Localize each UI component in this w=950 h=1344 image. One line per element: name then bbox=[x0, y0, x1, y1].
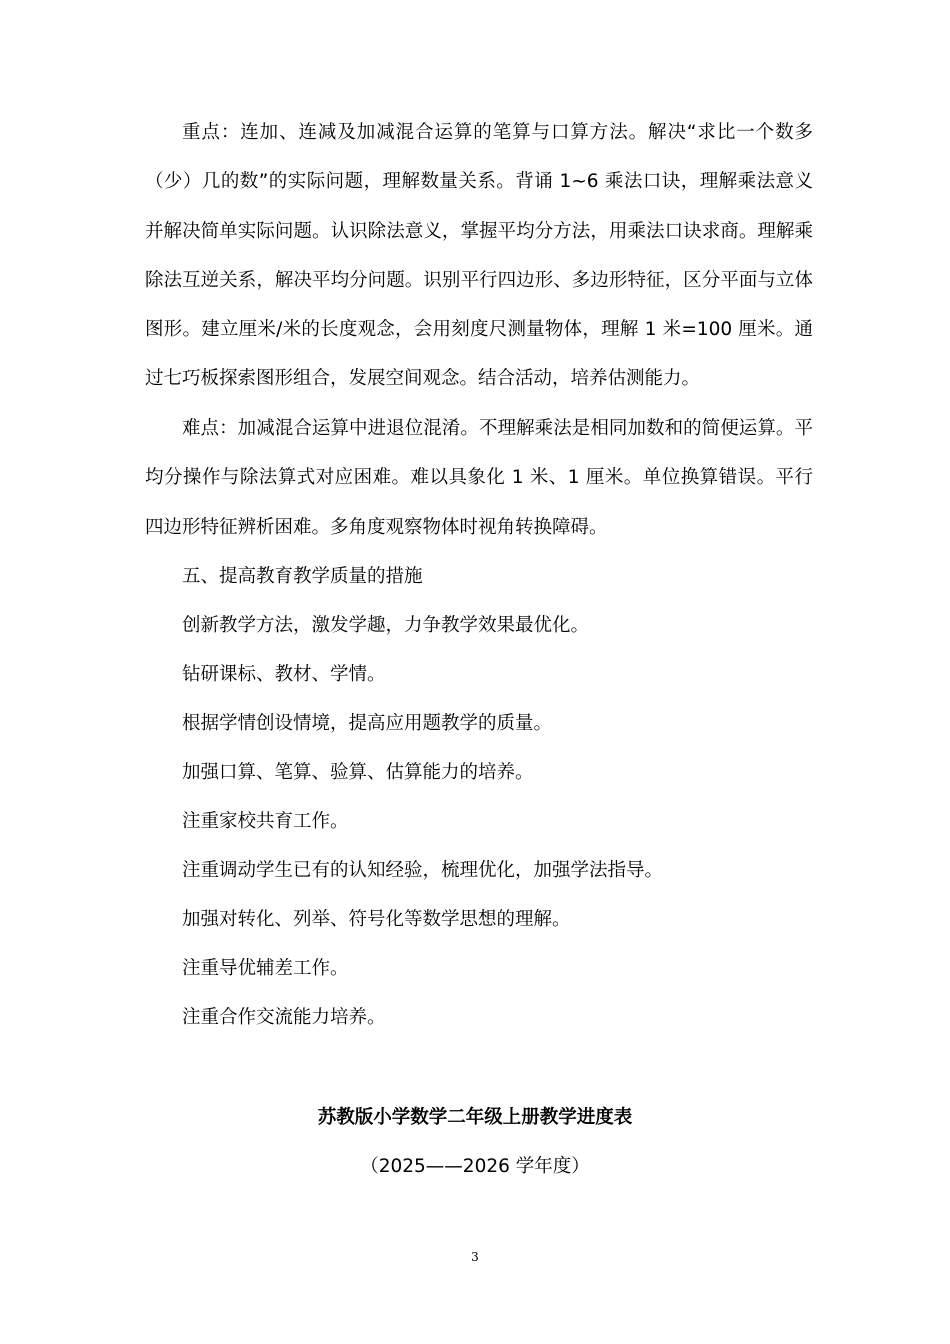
difficulties-paragraph: 难点：加减混合运算中进退位混淆。不理解乘法是相同加数和的简便运算。平均分操作与除法算式对应困难。难以具象化 1 米、1 厘米。单位换算错误。平行四边形特征辨析困难。多角度观察物体时视角转换障碍。 bbox=[145, 418, 813, 538]
measure-item: 加强口算、笔算、验算、估算能力的培养。 bbox=[182, 762, 534, 783]
section-heading: 五、提高教育教学质量的措施 bbox=[182, 566, 423, 587]
measure-item: 根据学情创设情境，提高应用题教学的质量。 bbox=[182, 713, 553, 734]
measure-item: 创新教学方法，激发学趣，力争教学效果最优化。 bbox=[182, 615, 590, 636]
measure-item: 注重调动学生已有的认知经验，梳理优化，加强学法指导。 bbox=[182, 860, 664, 881]
schedule-subtitle: （2025——2026 学年度） bbox=[360, 1156, 590, 1177]
schedule-title: 苏教版小学数学二年级上册教学进度表 bbox=[317, 1107, 633, 1128]
key-points-paragraph: 重点：连加、连减及加减混合运算的笔算与口算方法。解决“求比一个数多（少）几的数”的实际问题，理解数量关系。背诵 1~6 乘法口诀，理解乘法意义并解决简单实际问题。认识除法意义，掌握平均分方法，用乘法口诀求商。理解乘除法互逆关系，解决平均分问题。识别平行四边形、多边形特征，区分平面与立体图形。建立厘米/米的长度观念，会用刻度尺测量物体，理解 1 米=100 厘米。通过七巧板探索图形组合，发展空间观念。结合活动，培养估测能力。 bbox=[145, 122, 813, 390]
page-number: 3 bbox=[471, 1250, 479, 1264]
measure-item: 加强对转化、列举、符号化等数学思想的理解。 bbox=[182, 909, 571, 930]
measure-item: 注重导优辅差工作。 bbox=[182, 958, 349, 979]
measure-item: 钻研课标、教材、学情。 bbox=[182, 664, 386, 685]
measure-item: 注重合作交流能力培养。 bbox=[182, 1007, 386, 1028]
measure-item: 注重家校共育工作。 bbox=[182, 811, 349, 832]
